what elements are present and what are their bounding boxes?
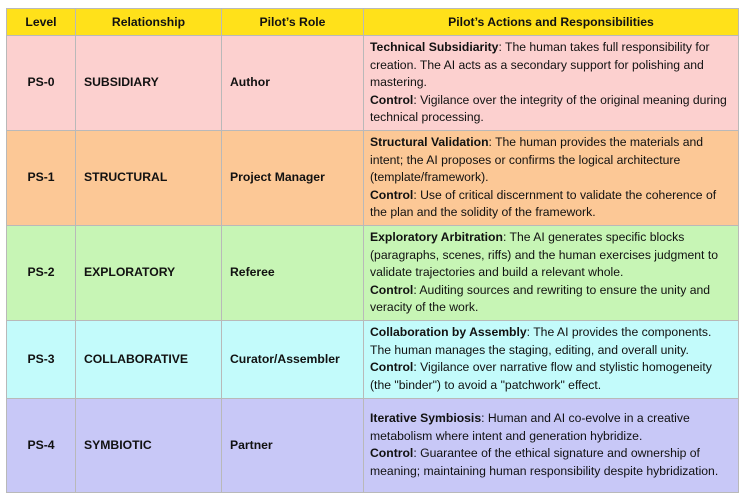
action-title: Iterative Symbiosis (370, 411, 482, 426)
action-title: Technical Subsidiarity (370, 40, 499, 55)
relationship-cell: SUBSIDIARY (76, 36, 222, 131)
table-row (7, 225, 739, 320)
role-cell: Author (222, 36, 364, 131)
level-cell: PS-0 (7, 36, 76, 131)
control-label: Control (370, 446, 414, 461)
action-text: : The human takes full responsibility for creation. The AI acts as a secondary support for polishing and mastering. (370, 40, 710, 90)
table-row (7, 398, 739, 492)
control-label: Control (370, 360, 414, 375)
table-header-row (7, 9, 739, 36)
role-cell: Referee (222, 225, 364, 320)
relationship-cell: SYMBIOTIC (76, 398, 222, 492)
control-text: : Vigilance over the integrity of the original meaning during technical processing. (370, 92, 727, 125)
control-text: : Guarantee of the ethical signature and ownership of meaning; maintaining human responsibility despite hybridization. (370, 446, 719, 479)
action-text: : The AI provides the components. The human manages the staging, editing, and overall unity. (370, 325, 712, 357)
table-row (7, 131, 739, 226)
action-text: : The human provides the materials and intent; the AI proposes or confirms the logical architecture (template/framework). (370, 135, 704, 185)
control-label: Control (370, 282, 414, 297)
header-pilot-role: Pilot’s Role (222, 9, 364, 36)
role-cell: Project Manager (222, 131, 364, 226)
level-cell: PS-3 (7, 320, 76, 398)
action-title: Exploratory Arbitration (370, 229, 503, 244)
table-row (7, 320, 739, 398)
actions-cell (364, 36, 739, 131)
header-relationship: Relationship (76, 9, 222, 36)
header-level: Level (7, 9, 76, 36)
pilot-levels-table-wrapper (6, 8, 739, 493)
action-title: Structural Validation (370, 135, 489, 149)
actions-cell (364, 398, 739, 492)
actions-cell (364, 131, 739, 226)
pilot-levels-table (6, 8, 739, 493)
relationship-cell: STRUCTURAL (76, 131, 222, 226)
header-pilot-actions: Pilot’s Actions and Responsibilities (364, 9, 739, 36)
table-row (7, 36, 739, 131)
control-text: : Use of critical discernment to validate the coherence of the plan and the solidity of the framework. (370, 187, 717, 220)
action-text: : Human and AI co-evolve in a creative metabolism where intent and generation hybridize. (370, 411, 690, 443)
role-cell: Partner (222, 398, 364, 492)
control-text: : Auditing sources and rewriting to ensure the unity and veracity of the work. (370, 282, 711, 315)
relationship-cell: COLLABORATIVE (76, 320, 222, 398)
actions-cell (364, 320, 739, 398)
level-cell: PS-4 (7, 398, 76, 492)
control-text: : Vigilance over narrative flow and stylistic homogeneity (the "binder") to avoid a "patchwork" effect. (370, 360, 712, 393)
action-text: : The AI generates specific blocks (paragraphs, scenes, riffs) and the human exercises judgment to validate trajectories and build a relevant whole. (370, 229, 718, 280)
control-label: Control (370, 187, 414, 202)
action-title: Collaboration by Assembly (370, 325, 527, 340)
relationship-cell: EXPLORATORY (76, 225, 222, 320)
level-cell: PS-2 (7, 225, 76, 320)
actions-cell (364, 225, 739, 320)
role-cell: Curator/Assembler (222, 320, 364, 398)
level-cell: PS-1 (7, 131, 76, 226)
control-label: Control (370, 92, 414, 107)
